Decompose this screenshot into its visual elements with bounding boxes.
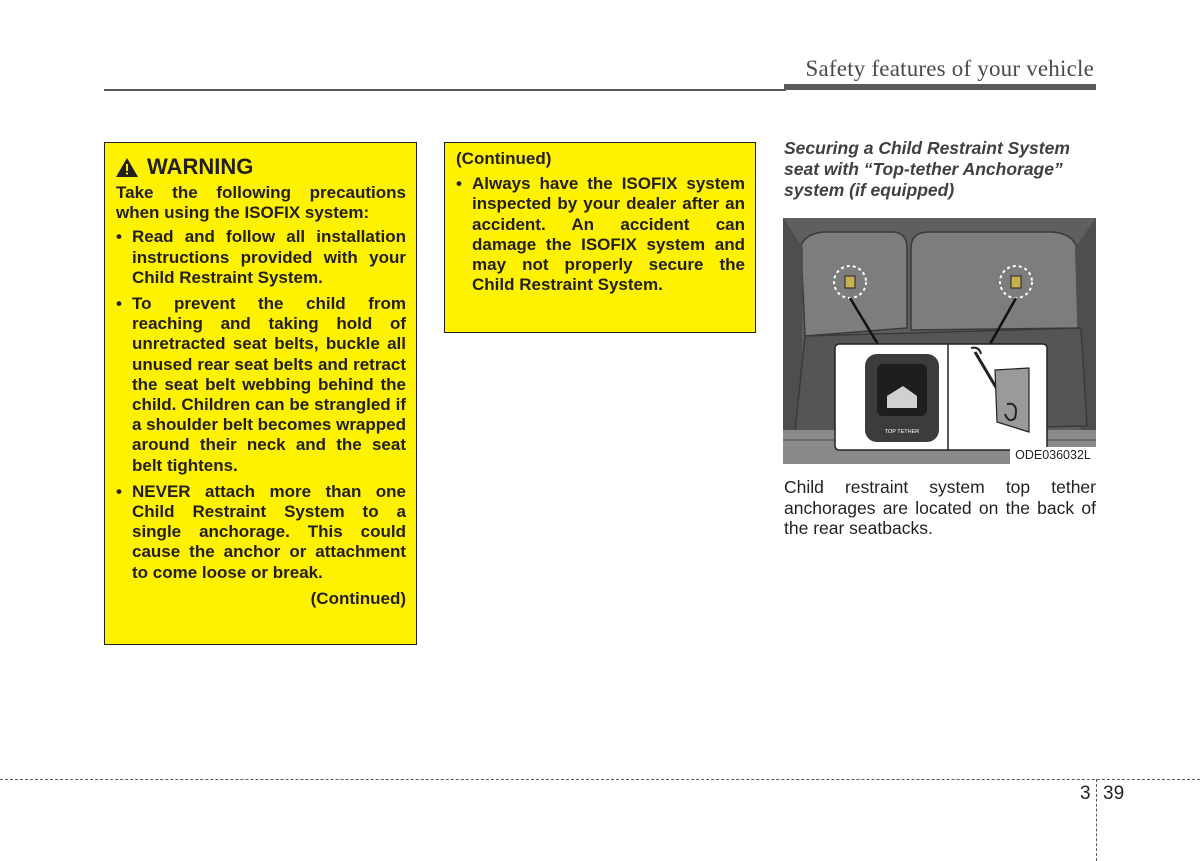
warning-bullet: • Read and follow all installation instructions provided with your Child Restraint System. (116, 227, 406, 288)
body-paragraph: Child restraint system top tether anchorages are located on the back of the rear seatbacks. (784, 477, 1096, 538)
chapter-number: 3 (1080, 783, 1091, 804)
continued-label: (Continued) (456, 149, 552, 168)
continued-label: (Continued) (310, 588, 406, 608)
cargo-area-drawing (783, 218, 1096, 464)
cargo-area-illustration (783, 218, 1096, 464)
warning-list (456, 174, 745, 295)
warning-bullet: • Always have the ISOFIX system inspected by your dealer after an accident. An accident can damage the ISOFIX system and may not properly secure the Child Restraint System. (456, 174, 745, 295)
header-rule-accent (784, 84, 1096, 90)
warning-title: WARNING (147, 154, 254, 179)
warning-box (104, 142, 417, 645)
warning-heading (116, 153, 406, 181)
header-rule (104, 89, 786, 91)
footer-divider (1096, 779, 1097, 861)
warning-box-continued (444, 142, 756, 333)
warning-triangle-icon (116, 158, 138, 177)
warning-intro: Take the following precautions when using the ISOFIX system: (116, 183, 406, 223)
footer-rule (0, 779, 1200, 780)
page-header-title: Safety features of your vehicle (805, 56, 1094, 81)
inset-label: TOP TETHER (884, 429, 920, 435)
section-heading: Securing a Child Restraint System seat with “Top-tether Anchorage” system (if equipped) (784, 138, 1070, 200)
page-number: 39 (1103, 783, 1125, 804)
warning-bullet: • NEVER attach more than one Child Restraint System to a single anchorage. This could cause the anchor or attachment to come loose or break. (116, 482, 406, 583)
warning-list (116, 227, 406, 582)
figure-code: ODE036032L (1010, 447, 1096, 464)
warning-bullet: • To prevent the child from reaching and taking hold of unretracted seat belts, buckle all unused rear seat belts and retract the seat belt webbing behind the child. Children can be strangled if a shoulder belt becomes wrapped around their neck and the seat belt tightens. (116, 294, 406, 476)
